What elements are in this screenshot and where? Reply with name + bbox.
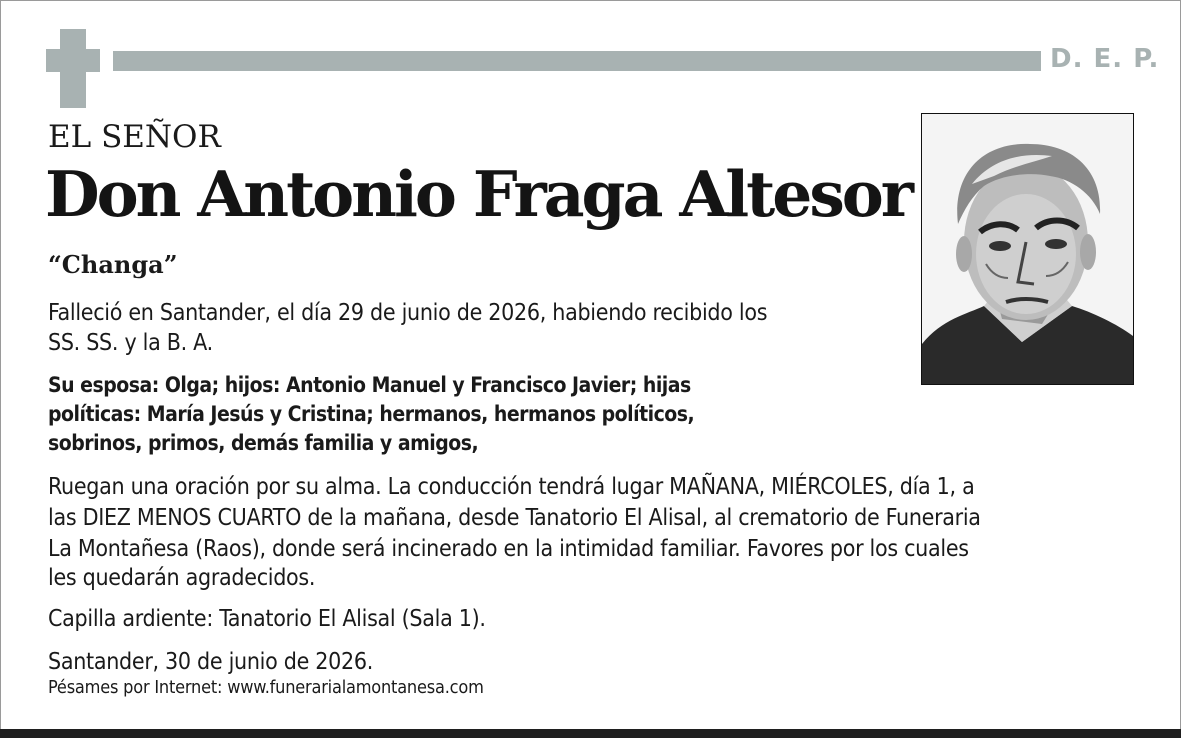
family-line: sobrinos, primos, demás familia y amigos,	[48, 431, 479, 455]
portrait-photo	[921, 113, 1134, 385]
chapel-info: Capilla ardiente: Tanatorio El Alisal (Sala 1).	[48, 606, 486, 632]
bottom-rule	[0, 729, 1181, 738]
portrait-image	[922, 114, 1133, 384]
deceased-name: Don Antonio Fraga Altesor	[45, 157, 912, 231]
death-notice-line: SS. SS. y la B. A.	[48, 330, 213, 356]
ceremony-line: La Montañesa (Raos), donde será incinerado en la intimidad familiar. Favores por los cuales	[48, 536, 969, 562]
ceremony-line: Ruegan una oración por su alma. La conducción tendrá lugar MAÑANA, MIÉRCOLES, día 1, a	[48, 474, 975, 500]
title-prefix: EL SEÑOR	[48, 119, 221, 155]
nickname: “Changa”	[48, 250, 178, 279]
family-line: Su esposa: Olga; hijos: Antonio Manuel y Francisco Javier; hijas	[48, 373, 691, 397]
death-notice-line: Falleció en Santander, el día 29 de junio de 2026, habiendo recibido los	[48, 300, 768, 326]
ceremony-line: las DIEZ MENOS CUARTO de la mañana, desde Tanatorio El Alisal, al crematorio de Funeraria	[48, 505, 981, 531]
condolences-link: Pésames por Internet: www.funerarialamontanesa.com	[48, 677, 484, 698]
ceremony-line: les quedarán agradecidos.	[48, 565, 316, 591]
place-date: Santander, 30 de junio de 2026.	[48, 649, 374, 675]
header-bar	[113, 51, 1041, 71]
family-line: políticas: María Jesús y Cristina; hermanos, hermanos políticos,	[48, 402, 695, 426]
dep-label: D. E. P.	[1050, 44, 1160, 74]
